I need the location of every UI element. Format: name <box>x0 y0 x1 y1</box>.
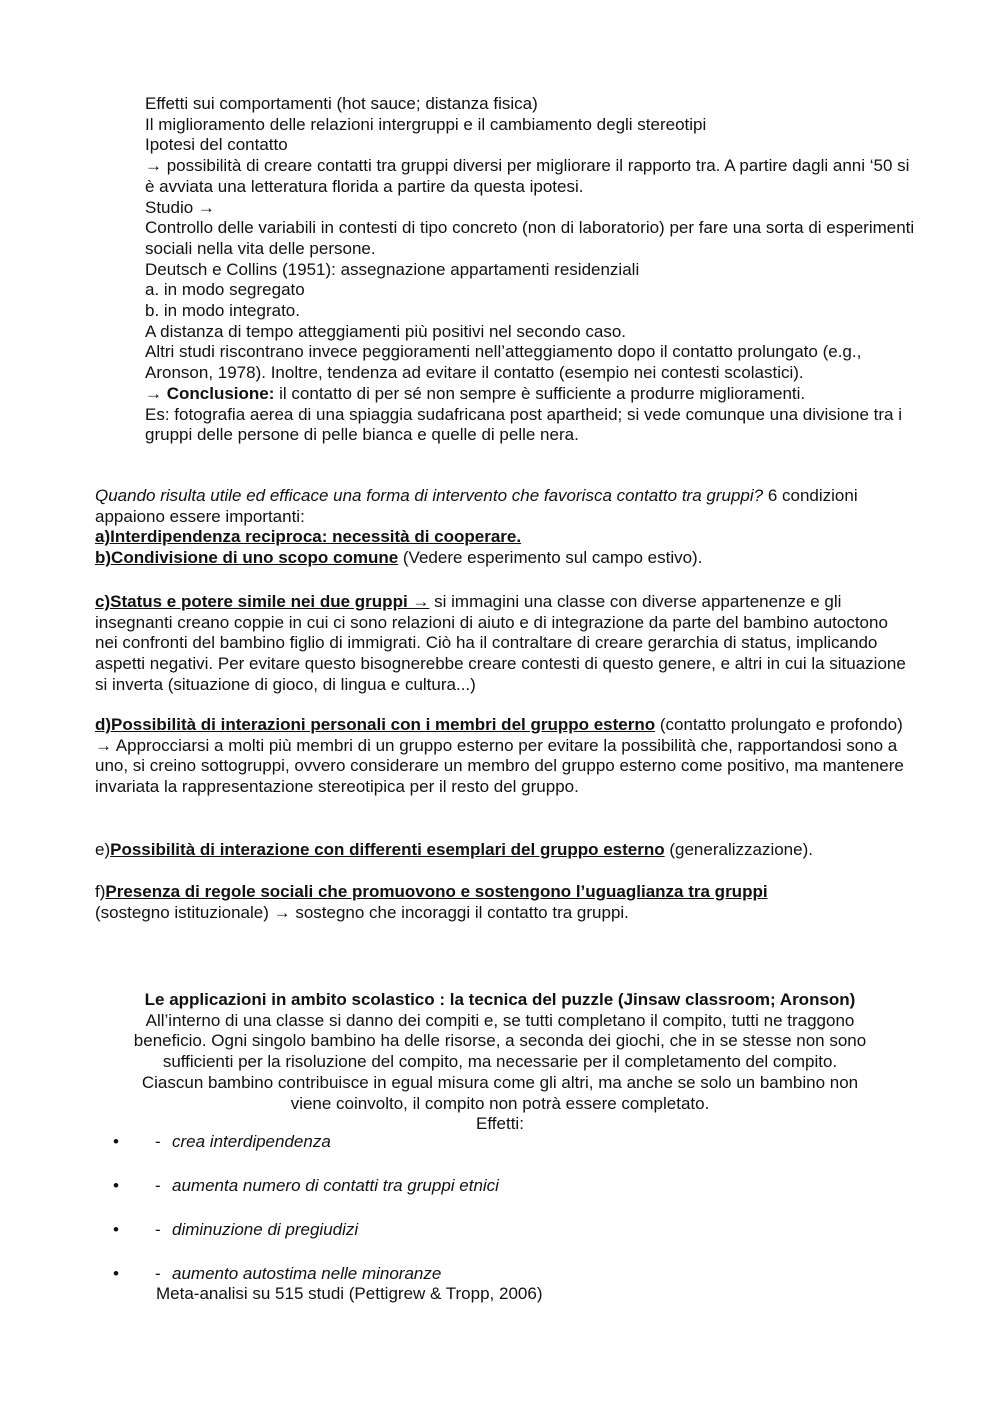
conditions-intro <box>95 486 915 569</box>
puzzle-heading: Le applicazioni in ambito scolastico : la tecnica del puzzle (Jinsaw classroom; Aronson) <box>144 990 856 1009</box>
text-line: Effetti sui comportamenti (hot sauce; distanza fisica) <box>145 94 538 113</box>
text-line: Controllo delle variabili in contesti di tipo concreto (non di laboratorio) per fare una sorta di esperimenti sociali nella vita delle persone. <box>145 218 915 258</box>
list-item <box>95 1176 895 1220</box>
effect-text: aumento autostima nelle minoranze <box>172 1264 442 1283</box>
text-line: → possibilità di creare contatti tra gruppi diversi per migliorare il rapporto tra. A partire dagli anni ‘50 si è avviata una letteratura florida a partire da questa ipotesi. <box>145 156 910 196</box>
condition-d-label: d)Possibilità di interazioni personali con i membri del gruppo esterno <box>95 715 656 734</box>
bullet-icon: • <box>113 1176 119 1195</box>
text-line: a. in modo segregato <box>145 280 305 300</box>
effect-text: crea interdipendenza <box>172 1132 331 1151</box>
contact-hypothesis-section <box>145 94 915 446</box>
dash-icon: - <box>155 1132 161 1151</box>
condition-b <box>95 548 915 569</box>
arrow-icon: → <box>145 383 162 403</box>
puzzle-line: viene coinvolto, il compito non potrà essere completato. <box>290 1093 710 1113</box>
example-line: Es: fotografia aerea di una spiaggia sudafricana post apartheid; si vede comunque una divisione tra i gruppi delle persone di pelle bianca e quelle di pelle nera. <box>145 404 902 445</box>
conclusion-label: Conclusione: <box>166 383 275 403</box>
dash-icon: - <box>155 1264 161 1283</box>
condition-d-text: (contatto prolungato e profondo) → Approcciarsi a molti più membri di un gruppo esterno per evitare la possibilità che, rapportandosi sono a uno, si creino sottogruppi, ovvero considerare un membro del gruppo esterno come positivo, ma mantenere invariata la rappresentazione stereotipica per il resto del gruppo. <box>95 715 904 797</box>
condition-c <box>95 592 915 696</box>
conclusion-text: il contatto di per sé non sempre è sufficiente a produrre miglioramenti. <box>274 383 806 403</box>
effects-list <box>95 1132 895 1308</box>
puzzle-line: Ciascun bambino contribuisce in egual misura come gli altri, ma anche se solo un bambino non <box>141 1072 859 1092</box>
effect-text: diminuzione di pregiudizi <box>172 1220 359 1239</box>
condition-c-text: si immagini una classe con diverse appartenenze e gli insegnanti creano coppie in cui ci sono relazioni di aiuto e di integrazione da parte del bambino autoctono nei confronti del bambino figlio di immigrati. Ciò ha il contraltare di creare gerarchia di status, implicando aspetti negativi. Per evitare questo bisognerebbe creare contesti di questo genere, e altri in cui la situazione si inverta (situazione di gioco, di lingua e cultura...) <box>95 592 906 694</box>
condition-f-text: (sostegno istituzionale) → sostegno che incoraggi il contatto tra gruppi. <box>95 902 629 922</box>
effect-text: aumenta numero di contatti tra gruppi etnici <box>172 1176 499 1195</box>
bullet-icon: • <box>113 1132 119 1151</box>
text-line: b. in modo integrato. <box>145 301 300 321</box>
meta-analysis-note: Meta-analisi su 515 studi (Pettigrew & Tropp, 2006) <box>156 1284 543 1303</box>
condition-a: a)Interdipendenza reciproca: necessità di cooperare. <box>95 527 522 547</box>
condition-b-text: (Vedere esperimento sul campo estivo). <box>398 548 703 568</box>
question-text: Quando risulta utile ed efficace una forma di intervento che favorisca contatto tra gruppi? <box>95 486 764 505</box>
condition-f <box>95 882 915 923</box>
puzzle-line: beneficio. Ogni singolo bambino ha delle risorse, a seconda dei giochi, che in se stesse non sono <box>133 1031 867 1051</box>
text-line: Ipotesi del contatto <box>145 135 288 155</box>
condition-f-prefix: f) <box>95 882 106 901</box>
question-rest: 6 condizioni appaiono essere importanti: <box>95 486 858 526</box>
text-line: Altri studi riscontrano invece peggioramenti nell’atteggiamento dopo il contatto prolungato (e.g., Aronson, 1978). Inoltre, tendenza ad evitare il contatto (esempio nei contesti scolastici). <box>145 342 862 383</box>
condition-e-text: (generalizzazione). <box>664 840 813 859</box>
condition-f-label: Presenza di regole sociali che promuovono e sostengono l’uguaglianza tra gruppi <box>105 882 768 901</box>
bullet-icon: • <box>113 1220 119 1239</box>
condition-b-label: b)Condivisione di uno scopo comune <box>95 548 399 568</box>
puzzle-line: All’interno di una classe si danno dei compiti e, se tutti completano il compito, tutti ne traggono <box>145 1010 855 1030</box>
list-item <box>95 1220 895 1264</box>
text-line: Deutsch e Collins (1951): assegnazione appartamenti residenziali <box>145 259 640 279</box>
bullet-icon: • <box>113 1264 119 1283</box>
text-line: Studio → <box>145 197 215 217</box>
condition-e-label: Possibilità di interazione con differenti esemplari del gruppo esterno <box>110 840 665 859</box>
dash-icon: - <box>155 1220 161 1239</box>
text-line: Il miglioramento delle relazioni intergruppi e il cambiamento degli stereotipi <box>145 114 707 134</box>
conclusion-line <box>145 384 915 405</box>
condition-c-label: c)Status e potere simile nei due gruppi → <box>95 592 430 611</box>
condition-e-prefix: e) <box>95 840 111 859</box>
condition-d <box>95 715 915 798</box>
dash-icon: - <box>155 1176 161 1195</box>
list-item <box>95 1132 895 1176</box>
puzzle-line: sufficienti per la risoluzione del compito, ma necessarie per il completamento del compito. <box>162 1052 838 1072</box>
condition-e <box>95 840 915 861</box>
puzzle-section <box>95 990 905 1135</box>
effects-label: Effetti: <box>476 1114 524 1134</box>
text-line: A distanza di tempo atteggiamenti più positivi nel secondo caso. <box>145 321 627 341</box>
